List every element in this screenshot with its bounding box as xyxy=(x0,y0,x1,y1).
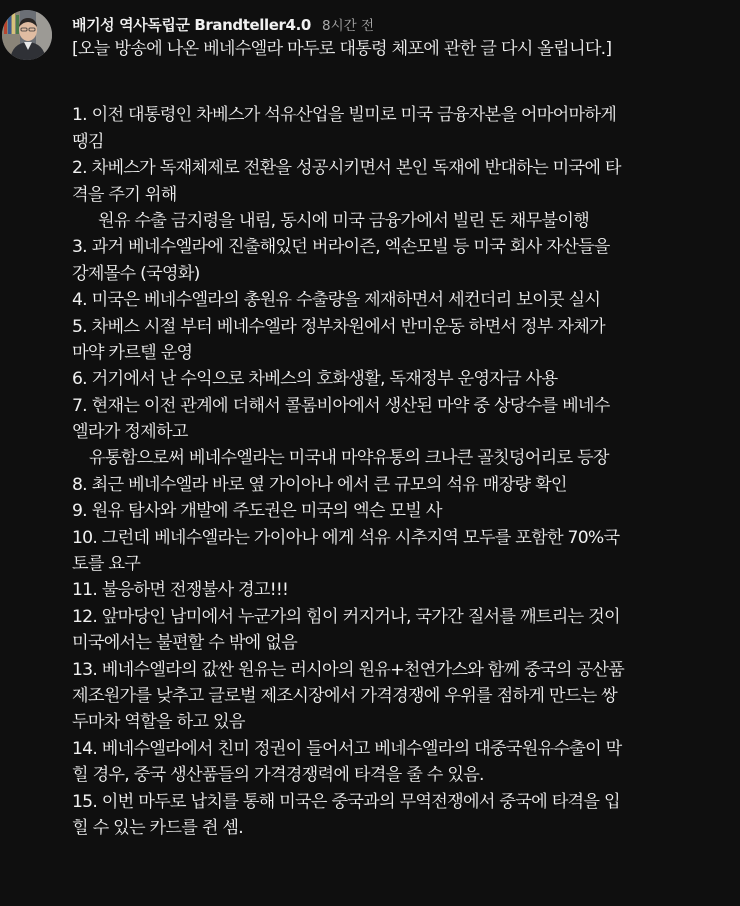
comment-line: 12. 앞마당인 남미에서 누군가의 힘이 커지거나, 국가간 질서를 깨트리는 것이 xyxy=(72,606,620,627)
comment-line: 5. 차베스 시절 부터 베네수엘라 정부차원에서 반미운동 하면서 정부 자체가 xyxy=(72,316,605,337)
comment-line: 땡김 xyxy=(72,131,104,152)
comment-line: 14. 베네수엘라에서 친미 정권이 들어서고 베네수엘라의 대중국원유수출이 막 xyxy=(72,738,622,759)
comment-line: 7. 현재는 이전 관계에 더해서 콜롬비아에서 생산된 마약 중 상당수를 베네수 xyxy=(72,395,610,416)
comment-line: 15. 이번 마두로 납치를 통해 미국은 중국과의 무역전쟁에서 중국에 타격을 입 xyxy=(72,791,620,812)
comment-line: 1. 이전 대통령인 차베스가 석유산업을 빌미로 미국 금융자본을 어마어마하게 xyxy=(72,105,617,126)
comment-line: 엘라가 정제하고 xyxy=(72,422,188,443)
comment-line: 원유 수출 금지령을 내림, 동시에 미국 금융가에서 빌린 돈 채무불이행 xyxy=(98,210,590,231)
comment-line: 10. 그런데 베네수엘라는 가이아나 에게 석유 시추지역 모두를 포함한 70%국 xyxy=(72,527,620,548)
comment-body xyxy=(72,36,738,841)
comment-line: 힐 경우, 중국 생산품들의 가격경쟁력에 타격을 줄 수 있음. xyxy=(72,765,484,786)
comment-line: 4. 미국은 베네수엘라의 총원유 수출량을 제재하면서 세컨더리 보이콧 실시 xyxy=(72,290,601,311)
comment-line: 토를 요구 xyxy=(72,554,141,575)
comment-timestamp[interactable]: 8시간 전 xyxy=(322,18,375,34)
comment-line: 8. 최근 베네수엘라 바로 옆 가이아나 에서 큰 규모의 석유 매장량 확인 xyxy=(72,474,567,495)
comment-line: 11. 불응하면 전쟁불사 경고!!! xyxy=(72,580,289,601)
comment-line: 유통함으로써 베네수엘라는 미국내 마약유통의 크나큰 골칫덩어리로 등장 xyxy=(89,448,609,469)
comment-line: 격을 주기 위해 xyxy=(72,184,177,205)
comment-line: 두마차 역할을 하고 있음 xyxy=(72,712,245,733)
comment-line: 미국에서는 불편할 수 밖에 없음 xyxy=(72,633,297,654)
comment-line: 2. 차베스가 독재체제로 전환을 성공시키면서 본인 독재에 반대하는 미국에 타 xyxy=(72,158,621,179)
avatar-photo-icon xyxy=(2,10,52,60)
comment-line: 9. 원유 탐사와 개발에 주도권은 미국의 엑슨 모빌 사 xyxy=(72,501,442,522)
comment-header xyxy=(72,14,374,36)
comment-line: 힐 수 있는 카드를 쥔 셈. xyxy=(72,817,243,838)
author-name[interactable]: 배기성 역사독립군 Brandteller4.0 xyxy=(72,16,311,34)
comment-line: 제조원가를 낮추고 글로벌 제조시장에서 가격경쟁에 우위를 점하게 만드는 쌍 xyxy=(72,685,618,706)
comment-line: 강제몰수 (국영화) xyxy=(72,263,200,284)
comment-line: [오늘 방송에 나온 베네수엘라 마두로 대통령 체포에 관한 글 다시 올립니다.] xyxy=(72,39,612,59)
comment-line: 6. 거기에서 난 수익으로 차베스의 호화생활, 독재정부 운영자금 사용 xyxy=(72,369,558,390)
comment-line: 3. 과거 베네수엘라에 진출해있던 버라이즌, 엑손모빌 등 미국 회사 자산들을 xyxy=(72,237,610,258)
comment-line: 13. 베네수엘라의 값싼 원유는 러시아의 원유+천연가스와 함께 중국의 공산품 xyxy=(72,659,625,680)
author-avatar[interactable] xyxy=(2,10,52,60)
comment-line: 마약 카르텔 운영 xyxy=(72,342,193,363)
